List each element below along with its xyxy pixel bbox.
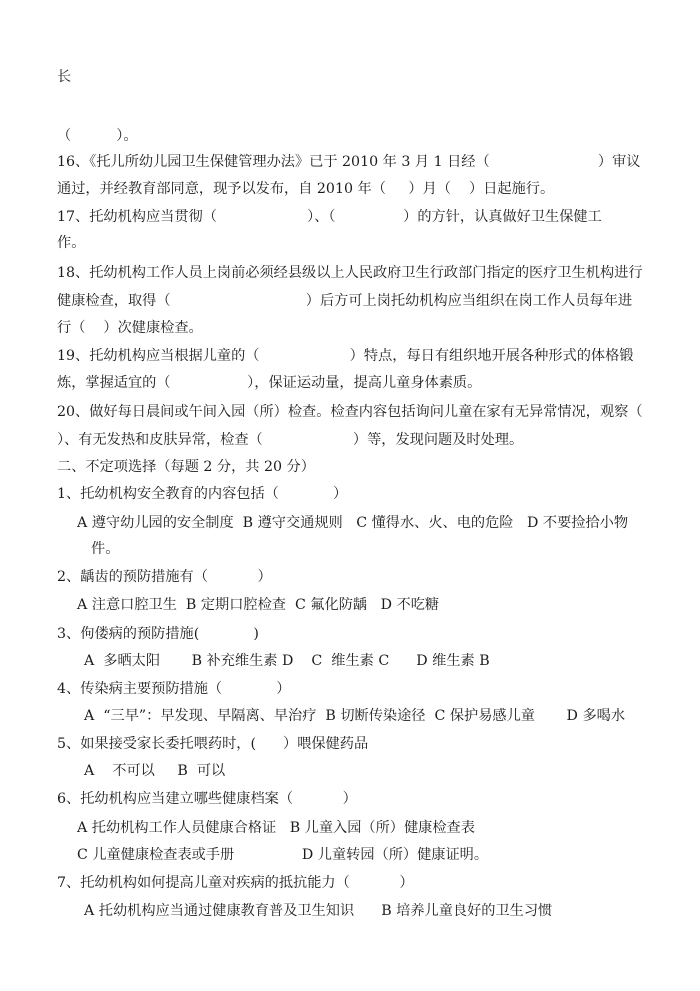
text-line: 长: [57, 69, 72, 85]
answer-options: A 托幼机构工作人员健康合格证 B 儿童入园（所）健康检查表: [77, 820, 475, 836]
question: 6、托幼机构应当建立哪些健康档案（ ）: [57, 791, 357, 807]
answer-options: A 注意口腔卫生 B 定期口腔检查 C 氟化防龋 D 不吃糖: [77, 597, 440, 613]
answer-options: A 多晒太阳 B 补充维生素 D C 维生素 C D 维生素 B: [84, 653, 490, 669]
answer-options: A 不可以 B 可以: [84, 763, 226, 779]
text-line: （ ）。: [57, 128, 138, 144]
text-line: 作。: [57, 235, 86, 251]
answer-options: A “三早”：早发现、早隔离、早治疗 B 切断传染途径 C 保护易感儿童 D 多喝水: [84, 708, 626, 724]
text-line: 19、托幼机构应当根据儿童的（ ）特点，每日有组织地开展各种形式的体格锻: [57, 348, 634, 364]
section-heading: 二、不定项选择（每题 2 分，共 20 分）: [57, 459, 315, 475]
text-line: 行（ ）次健康检查。: [57, 320, 203, 336]
text-line: 炼，掌握适宜的（ ），保证运动量，提高儿童身体素质。: [57, 375, 482, 391]
question: 5、如果接受家长委托喂药时，( ）喂保健药品: [57, 736, 369, 752]
text-line: 16、《托儿所幼儿园卫生保健管理办法》已于 2010 年 3 月 1 日经（ ）审议: [57, 154, 641, 170]
answer-options: 件。: [91, 541, 120, 557]
answer-options: A 托幼机构应当通过健康教育普及卫生知识 B 培养儿童良好的卫生习惯: [84, 903, 553, 919]
text-line: 20、做好每日晨间或午间入园（所）检查。检查内容包括询问儿童在家有无异常情况，观察（: [57, 404, 643, 420]
question: 3、佝偻病的预防措施( ): [57, 626, 259, 642]
text-line: 健康检查，取得（ ）后方可上岗托幼机构应当组织在岗工作人员每年进: [57, 293, 633, 309]
text-line: 通过，并经教育部同意，现予以发布，自 2010 年（ ）月（ ）日起施行。: [57, 181, 555, 197]
text-line: ）、有无发热和皮肤异常，检查（ ）等，发现问题及时处理。: [57, 432, 524, 448]
answer-options: A 遵守幼儿园的安全制度 B 遵守交通规则 C 懂得水、火、电的危险 D 不要捡拾小物: [77, 515, 629, 531]
question: 2、龋齿的预防措施有（ ）: [57, 569, 272, 585]
text-line: 18、托幼机构工作人员上岗前必须经县级以上人民政府卫生行政部门指定的医疗卫生机构进行: [57, 265, 643, 281]
answer-options: C 儿童健康检查表或手册 D 儿童转园（所）健康证明。: [77, 847, 489, 863]
question: 1、托幼机构安全教育的内容包括（ ）: [57, 486, 348, 502]
question: 7、托幼机构如何提高儿童对疾病的抵抗能力（ ）: [57, 875, 414, 891]
question: 4、传染病主要预防措施（ ）: [57, 681, 291, 697]
text-line: 17、托幼机构应当贯彻（ ）、（ ）的方针，认真做好卫生保健工: [57, 209, 602, 225]
